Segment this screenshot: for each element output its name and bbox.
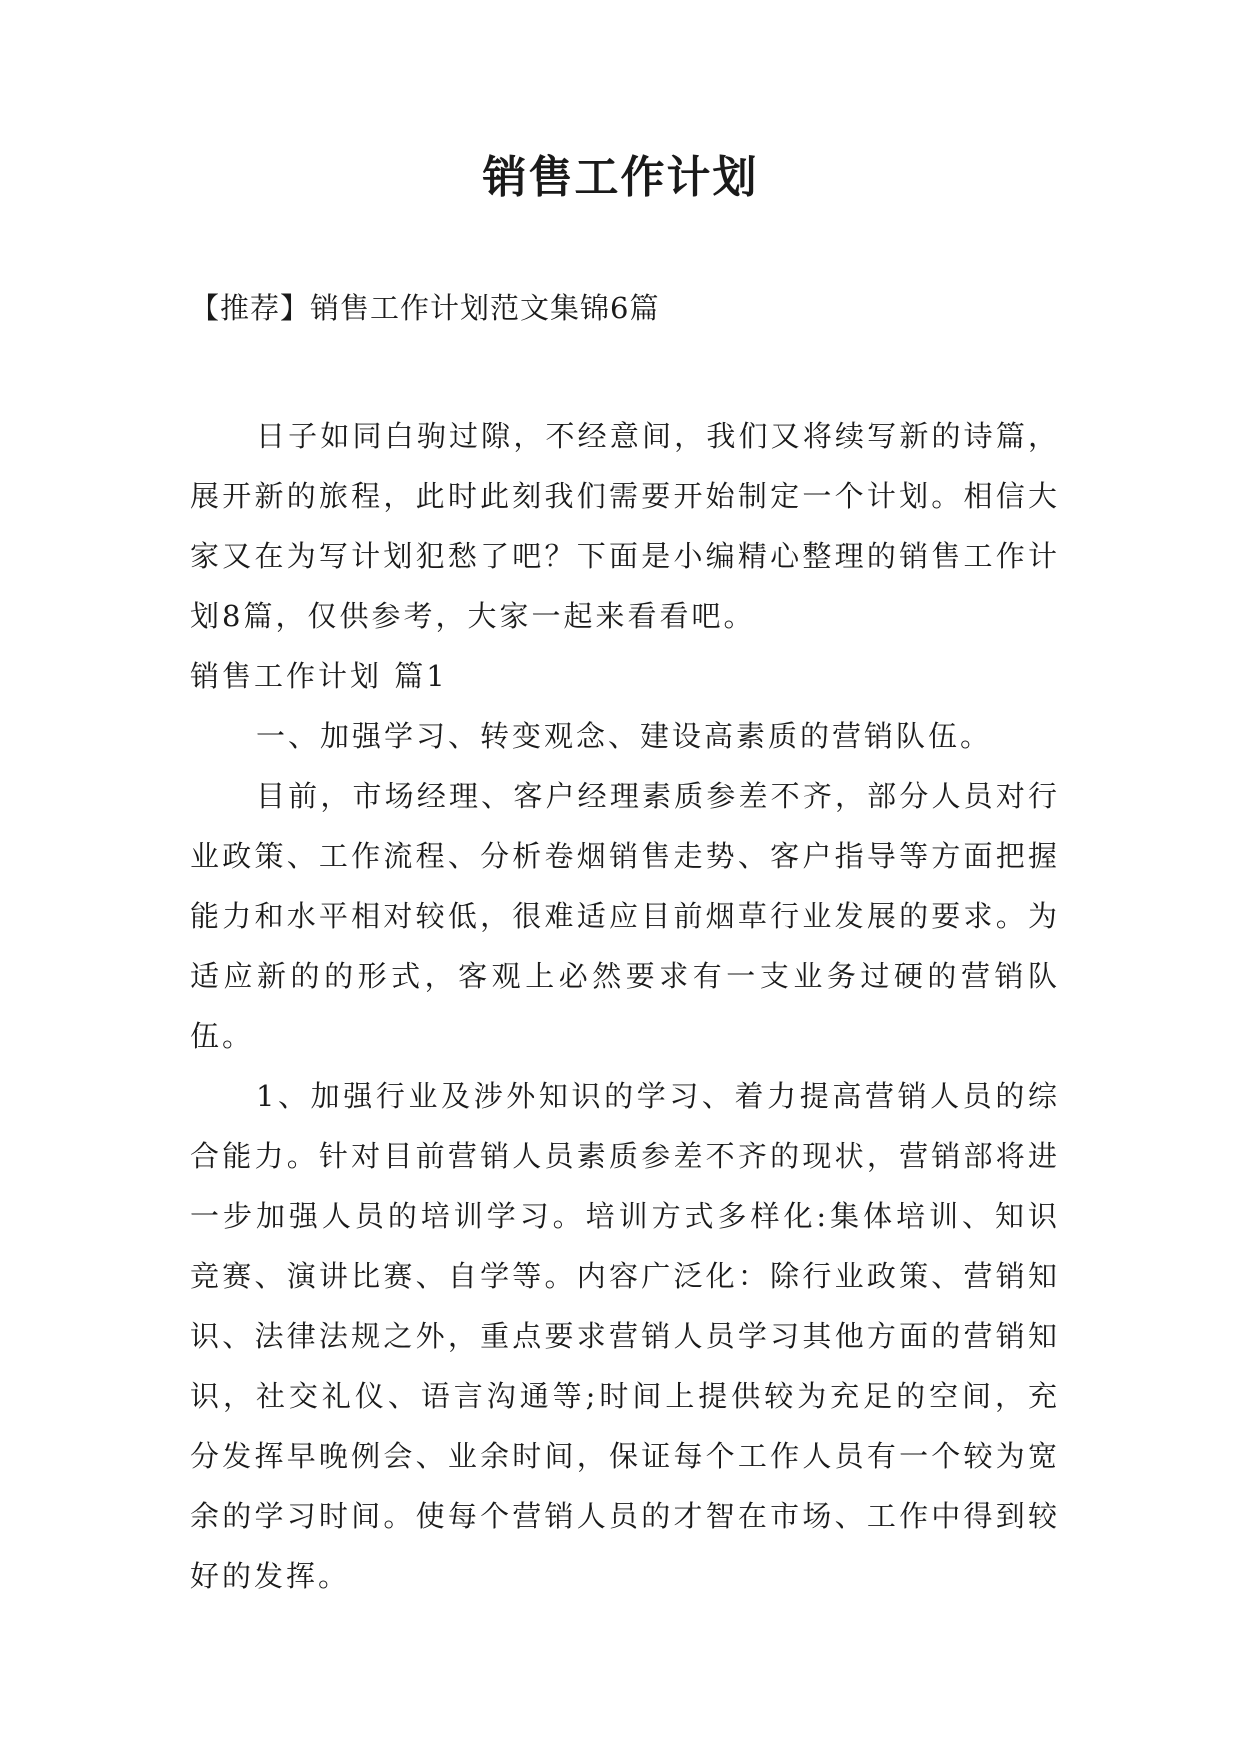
item-one-paragraph: 1、加强行业及涉外知识的学习、着力提高营销人员的综合能力。针对目前营销人员素质参差不齐的现状，营销部将进一步加强人员的培训学习。培训方式多样化:集体培训、知识竞赛、演讲比赛、自学等。内容广泛化：除行业政策、营销知识、法律法规之外，重点要求营销人员学习其他方面的营销知识，社交礼仪、语言沟通等;时间上提供较为充足的空间，充分发挥早晚例会、业余时间，保证每个工作人员有一个较为宽余的学习时间。使每个营销人员的才智在市场、工作中得到较好的发挥。 — [190, 1079, 1060, 1593]
document-subtitle: 【推荐】销售工作计划范文集锦6篇 — [190, 291, 660, 325]
document-title: 销售工作计划 — [482, 152, 759, 203]
point-one-heading: 一、加强学习、转变观念、建设高素质的营销队伍。 — [256, 719, 993, 753]
intro-paragraph: 日子如同白驹过隙，不经意间，我们又将续写新的诗篇，展开新的旅程，此时此刻我们需要开始制定一个计划。相信大家又在为写计划犯愁了吧？下面是小编精心整理的销售工作计划8篇，仅供参考，大家一起来看看吧。 — [190, 419, 1060, 633]
document-body — [190, 406, 1060, 1606]
section-heading: 销售工作计划 篇1 — [190, 659, 448, 693]
point-one-paragraph: 目前，市场经理、客户经理素质参差不齐，部分人员对行业政策、工作流程、分析卷烟销售走势、客户指导等方面把握能力和水平相对较低，很难适应目前烟草行业发展的要求。为适应新的的形式，客观上必然要求有一支业务过硬的营销队伍。 — [190, 779, 1060, 1053]
